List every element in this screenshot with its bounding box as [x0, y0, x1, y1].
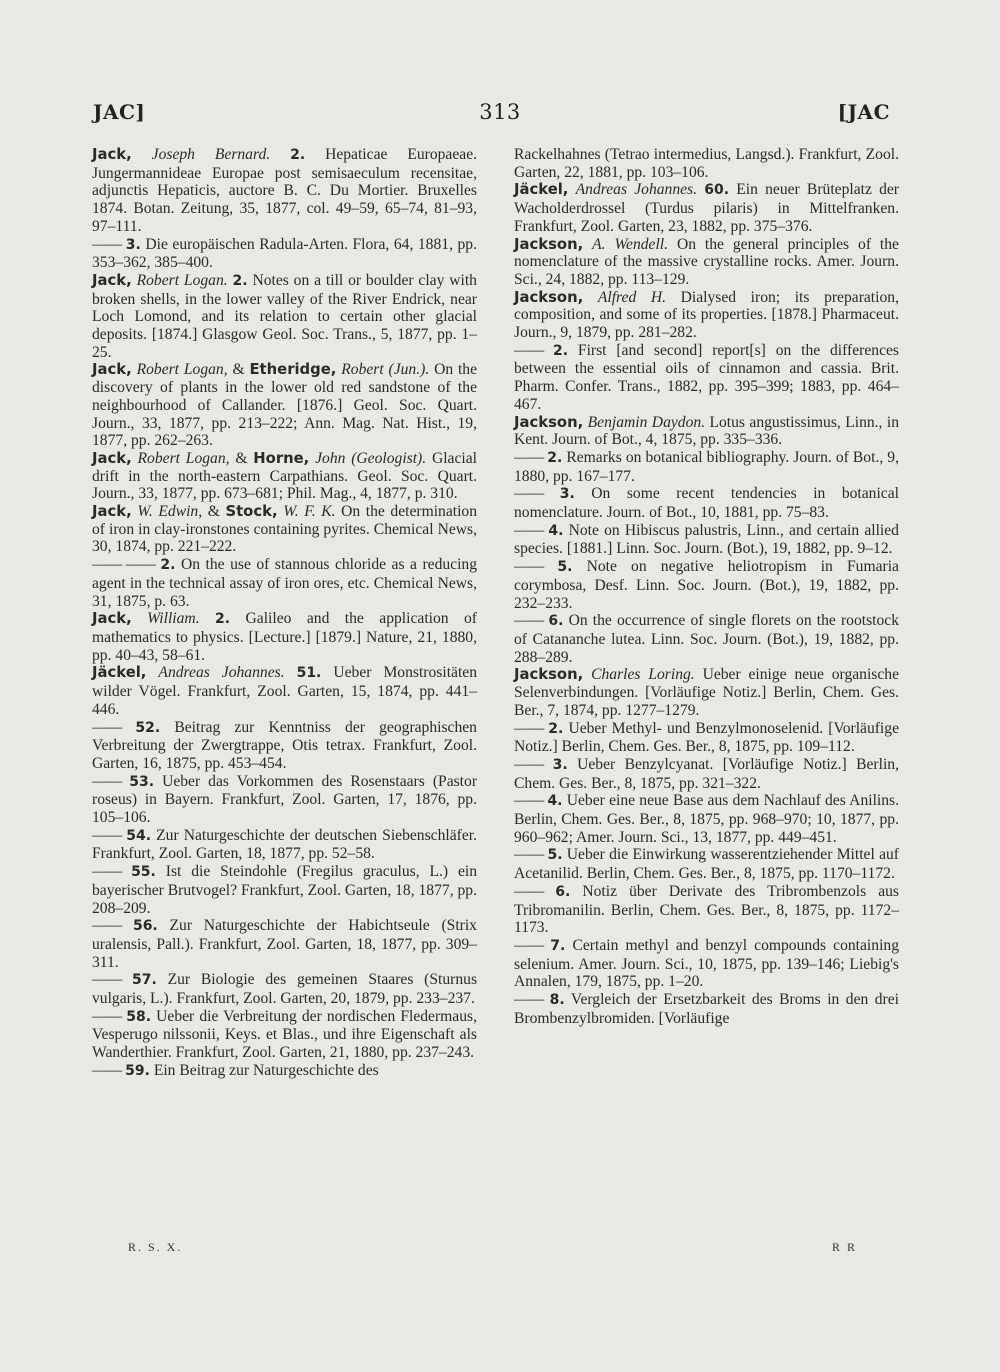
entry-text: Notes on a till or boulder clay with broken shells, in the lower valley of the River Endrick, near Loch Lomond, and its relation to certain other glacial deposits. [1874.] Glasgow Geol. Soc. Trans., 5, 1877, pp. 1–25. — [92, 271, 477, 361]
coauthor-forename: W. F. K. — [283, 503, 336, 521]
ditto-dash: —— — [514, 558, 544, 576]
ditto-dash: —— — [514, 612, 544, 630]
entry-number: 6. — [548, 613, 564, 630]
ditto-dash: —— —— — [92, 556, 155, 574]
entry-number: 55. — [131, 864, 156, 881]
bibliography-entry — [92, 272, 477, 362]
ditto-dash: —— — [514, 521, 544, 539]
ditto-dash: —— — [514, 341, 544, 359]
bibliography-entry — [514, 612, 899, 666]
author-forename: William. — [147, 610, 200, 628]
entry-number: 58. — [126, 1008, 152, 1025]
entry-number: 60. — [704, 182, 730, 199]
author-forename: Joseph Bernard. — [151, 146, 271, 163]
ampersand: & — [232, 361, 245, 379]
footer-signature-left: R. S. X. — [128, 1240, 183, 1254]
ditto-dash: —— — [514, 936, 544, 954]
bibliography-entry — [92, 1008, 477, 1062]
entry-text: Ueber das Vorkommen des Rosenstaars (Pastor roseus) in Bayern. Frankfurt, Zool. Garten, 17, 1876, pp. 105–106. — [92, 772, 478, 827]
entry-text: Certain methyl and benzyl compounds containing selenium. Amer. Journ. Sci., 10, 1875, pp. 139–146; Liebig's Annalen, 179, 1875, pp. 1–20. — [514, 936, 899, 991]
bibliography-entry — [514, 522, 899, 558]
author-forename: Robert Logan, — [136, 361, 228, 379]
entry-number: 59. — [125, 1062, 150, 1079]
entry-text: Vergleich der Ersetzbarkeit des Broms in den drei Brombenzylbromiden. [Vorläufige — [514, 991, 900, 1027]
ditto-dash: —— — [92, 718, 122, 736]
entry-text: Notiz über Derivate des Tribrombenzols aus Tribromanilin. Berlin, Chem. Ges. Ber., 8, 1875, pp. 1172–1173. — [514, 882, 900, 937]
bibliography-entry — [514, 485, 899, 521]
bibliography-entry — [92, 827, 477, 863]
entry-text: On the use of stannous chloride as a reducing agent in the technical assay of iron ores, etc. Chemical News, 31, 1875, p. 63. — [92, 556, 478, 610]
entry-text: Ueber Methyl- und Benzylmonoselenid. [Vorläufige Notiz.] Berlin, Chem. Ges. Ber., 8, 1875, pp. 109–112. — [514, 719, 899, 756]
ditto-dash: —— — [514, 846, 544, 864]
entry-text: On some recent tendencies in botanical nomenclature. Journ. of Bot., 10, 1881, pp. 75–83. — [514, 485, 899, 522]
coauthor-forename: Robert (Jun.). — [341, 361, 430, 379]
entry-number: 2. — [232, 272, 248, 289]
entry-number: 4. — [548, 522, 564, 539]
entry-number: 2. — [160, 557, 176, 574]
entry-text: Zur Naturgeschichte der deutschen Siebenschläfer. Frankfurt, Zool. Garten, 18, 1877, pp. 52–58. — [92, 826, 477, 863]
bibliography-entry — [514, 937, 899, 991]
entry-text: Note on Hibiscus palustris, Linn., and certain allied species. [1881.] Linn. Soc. Journ. (Bot.), 19, 1882, pp. 9–12. — [514, 521, 899, 558]
entry-text: Hepaticae Europaeae. Jungermannideae Europae post semisaeculum recensitae, adjunctis Hepaticis, auctore B. C. Du Mortier. Bruxelles 1874. Botan. Zeitung, 35, 1877, col. 49–59, 65–74, 81–93, 97–111. — [92, 146, 478, 235]
author-surname: Jäckel, — [514, 181, 569, 199]
entry-number: 3. — [559, 486, 575, 503]
entry-number: 2. — [548, 720, 564, 737]
author-surname: Jack, — [92, 271, 132, 289]
author-forename: W. Edwin, — [137, 503, 203, 521]
author-surname: Jack, — [92, 449, 132, 467]
bibliography-entry — [92, 719, 477, 773]
bibliography-entry — [92, 361, 477, 450]
bibliography-entry — [514, 181, 899, 235]
author-surname: Jack, — [92, 146, 132, 163]
bibliography-entry — [92, 863, 477, 917]
author-surname: Jack, — [92, 610, 132, 628]
entry-text: Ueber die Verbreitung der nordischen Fledermaus, Vesperugo nilssonii, Keys. et Blas., und ihre Eigenschaft als Wanderthier. Frankfurt, Zool. Garten, 21, 1880, pp. 237–243. — [92, 1007, 477, 1062]
bibliography-entry — [514, 342, 899, 414]
entry-text: On the occurrence of single florets on the rootstock of Catananche lutea. Linn. Soc. Journ. (Bot.), 19, 1882, pp. 288–289. — [514, 612, 899, 666]
author-forename: A. Wendell. — [592, 235, 669, 253]
entry-number: 52. — [135, 719, 161, 736]
entry-number: 5. — [557, 559, 573, 576]
bibliography-entry — [92, 917, 477, 971]
running-head-right: [JAC — [837, 100, 890, 124]
entry-text: Ist die Steindohle (Fregilus graculus, L.) ein bayerischer Brutvogel? Frankfurt, Zool. Garten, 18, 1877, pp. 208–209. — [92, 863, 477, 917]
page-number: 313 — [479, 100, 521, 124]
entry-text: On the general principles of the nomenclature of the massive crystalline rocks. Amer. Journ. Sci., 24, 1882, pp. 113–129. — [514, 235, 899, 288]
bibliography-entry — [514, 558, 899, 612]
entry-text: On the determination of iron in clay-ironstones containing pyrites. Chemical News, 30, 1874, pp. 221–222. — [92, 503, 478, 556]
entry-number: 54. — [126, 827, 152, 844]
entry-text: Zur Biologie des gemeinen Staares (Sturnus vulgaris, L.). Frankfurt, Zool. Garten, 20, 1879, pp. 233–237. — [92, 971, 478, 1008]
entry-text: First [and second] report[s] on the differences between the essential oils of cinnamon and cassia. Brit. Pharm. Confer. Trans., 1882, pp. 395–399; 1883, pp. 464–467. — [514, 341, 899, 413]
bibliography-entry — [514, 666, 899, 719]
bibliography-entry — [92, 664, 477, 718]
coauthor-surname: Stock, — [225, 503, 278, 521]
author-forename: Andreas Johannes. — [158, 664, 285, 682]
entry-text: Rackelhahnes (Tetrao intermedius, Langsd.). Frankfurt, Zool. Garten, 22, 1881, pp. 103–106. — [514, 146, 899, 181]
entry-number: 3. — [552, 756, 568, 773]
ditto-dash: —— — [92, 772, 122, 790]
ditto-dash: —— — [514, 882, 544, 900]
bibliography-entry — [92, 503, 477, 556]
entry-text: Dialysed iron; its preparation, composition, and some of its properties. [1878.] Pharmaceut. Journ., 9, 1879, pp. 281–282. — [514, 288, 899, 342]
entry-text: Ein Beitrag zur Naturgeschichte des — [153, 1061, 379, 1079]
author-forename: Charles Loring. — [591, 666, 695, 684]
ditto-dash: —— — [514, 719, 544, 737]
bibliography-entry — [92, 971, 477, 1007]
bibliography-entry — [92, 773, 477, 827]
author-forename: Andreas Johannes. — [575, 181, 698, 199]
entry-number: 51. — [296, 665, 322, 682]
author-surname: Jackson, — [514, 288, 584, 306]
ditto-dash: —— — [514, 792, 544, 810]
entry-text: Glacial drift in the north-eastern Carpathians. Geol. Soc. Quart. Journ., 33, 1877, pp. 673–681; Phil. Mag., 4, 1877, p. 310. — [92, 449, 477, 503]
entry-number: 7. — [550, 937, 566, 954]
entry-text: Ein neuer Brüteplatz der Wacholderdrossel (Turdus pilaris) in Mittelfranken. Frankfurt, Zool. Garten, 23, 1882, pp. 375–376. — [514, 181, 899, 235]
author-surname: Jackson, — [514, 666, 584, 684]
entry-text: Ueber einige neue organische Selenverbindungen. [Vorläufige Notiz.] Berlin, Chem. Ges. Ber., 7, 1874, pp. 1277–1279. — [514, 666, 900, 719]
bibliography-entry — [514, 883, 899, 937]
entry-text: Lotus angustissimus, Linn., in Kent. Journ. of Bot., 4, 1875, pp. 335–336. — [514, 413, 899, 449]
entry-text: Ueber Monstrositäten wilder Vögel. Frankfurt, Zool. Garten, 15, 1874, pp. 441–446. — [92, 664, 477, 718]
entry-number: 57. — [131, 972, 157, 989]
entry-text: On the discovery of plants in the lower old red sandstone of the neighbourhood of Callander. [1876.] Geol. Soc. Quart. Journ., 33, 1877, pp. 213–222; Ann. Mag. Nat. Hist., 19, 1877, pp. 262–263. — [92, 361, 478, 450]
bibliography-entry — [514, 846, 899, 882]
author-surname: Jäckel, — [92, 664, 147, 682]
entry-number: 8. — [549, 992, 565, 1009]
author-surname: Jackson, — [514, 235, 584, 253]
ditto-dash: —— — [514, 485, 544, 503]
ditto-dash: —— — [92, 826, 122, 844]
bibliography-entry — [514, 449, 899, 485]
entry-number: 3. — [125, 236, 141, 253]
bibliography-entry — [514, 236, 899, 289]
entry-text: Note on negative heliotropism in Fumaria corymbosa, Desf. Linn. Soc. Journ. (Bot.), 19, 1882, pp. 232–233. — [514, 558, 899, 612]
author-forename: Benjamin Daydon. — [587, 413, 706, 431]
coauthor-forename: John (Geologist). — [315, 449, 427, 467]
entry-text: Ueber Benzylcyanat. [Vorläufige Notiz.] Berlin, Chem. Ges. Ber., 8, 1875, pp. 321–322. — [514, 755, 899, 792]
entry-text: Galileo and the application of mathematics to physics. [Lecture.] [1879.] Nature, 21, 1880, pp. 40–43, 58–61. — [92, 610, 477, 664]
bibliography-entry — [514, 146, 899, 181]
ditto-dash: —— — [514, 448, 544, 466]
ditto-dash: —— — [92, 971, 122, 989]
ditto-dash: —— — [92, 235, 122, 253]
bibliography-entry — [514, 792, 899, 846]
entry-number: 2. — [215, 611, 231, 628]
entry-text: Die europäischen Radula-Arten. Flora, 64, 1881, pp. 353–362, 385–400. — [92, 235, 477, 272]
entry-text: Ueber die Einwirkung wasserentziehender Mittel auf Acetanilid. Berlin, Chem. Ges. Ber., 8, 1875, pp. 1170–1172. — [514, 846, 899, 883]
entry-text: Remarks on botanical bibliography. Journ. of Bot., 9, 1880, pp. 167–177. — [514, 448, 899, 485]
entry-number: 2. — [547, 449, 563, 466]
right-column — [514, 146, 899, 1027]
running-head-left: JAC] — [93, 100, 146, 124]
entry-number: 56. — [132, 918, 158, 935]
bibliography-entry — [92, 1062, 477, 1081]
entry-text: Ueber eine neue Base aus dem Nachlauf des Anilins. Berlin, Chem. Ges. Ber., 8, 1875, pp. 968–970; 10, 1877, pp. 960–962; Amer. Journ. Sci., 13, 1877, pp. 449–451. — [514, 792, 899, 846]
entry-text: Beitrag zur Kenntniss der geographischen Verbreitung der Zwergtrappe, Otis tetrax. Frankfurt, Zool. Garten, 16, 1875, pp. 453–454. — [92, 718, 477, 772]
bibliography-entry — [92, 610, 477, 664]
author-forename: Robert Logan. — [136, 271, 228, 289]
bibliography-entry — [514, 289, 899, 342]
bibliography-entry — [92, 146, 477, 236]
ditto-dash: —— — [514, 755, 544, 773]
ditto-dash: —— — [92, 917, 122, 935]
author-forename: Alfred H. — [597, 288, 667, 306]
bibliography-entry — [514, 414, 899, 449]
entry-number: 2. — [553, 342, 569, 359]
footer-signature-right: R R — [832, 1240, 858, 1254]
entry-number: 4. — [547, 793, 563, 810]
entry-text: Zur Naturgeschichte der Habichtseule (Strix uralensis, Pall.). Frankfurt, Zool. Garten, 18, 1877, pp. 309–311. — [92, 917, 477, 971]
coauthor-surname: Etheridge, — [249, 361, 337, 379]
author-surname: Jack, — [92, 503, 132, 521]
entry-number: 2. — [290, 147, 306, 163]
ditto-dash: —— — [514, 991, 544, 1009]
entry-number: 5. — [547, 847, 563, 864]
bibliography-entry — [92, 450, 477, 503]
bibliography-entry — [92, 236, 477, 272]
left-column — [92, 146, 477, 1081]
ampersand: & — [207, 503, 220, 521]
bibliography-entry — [514, 756, 899, 792]
entry-number: 53. — [129, 773, 155, 790]
ampersand: & — [235, 449, 248, 467]
coauthor-surname: Horne, — [253, 449, 310, 467]
ditto-dash: —— — [92, 1007, 122, 1025]
ditto-dash: —— — [92, 1061, 122, 1079]
bibliography-entry — [514, 991, 899, 1027]
ditto-dash: —— — [92, 863, 122, 881]
bibliography-entry — [92, 556, 477, 610]
entry-number: 6. — [555, 883, 571, 900]
bibliography-entry — [514, 720, 899, 756]
author-forename: Robert Logan, — [137, 449, 230, 467]
author-surname: Jack, — [92, 361, 132, 379]
author-surname: Jackson, — [514, 413, 584, 431]
